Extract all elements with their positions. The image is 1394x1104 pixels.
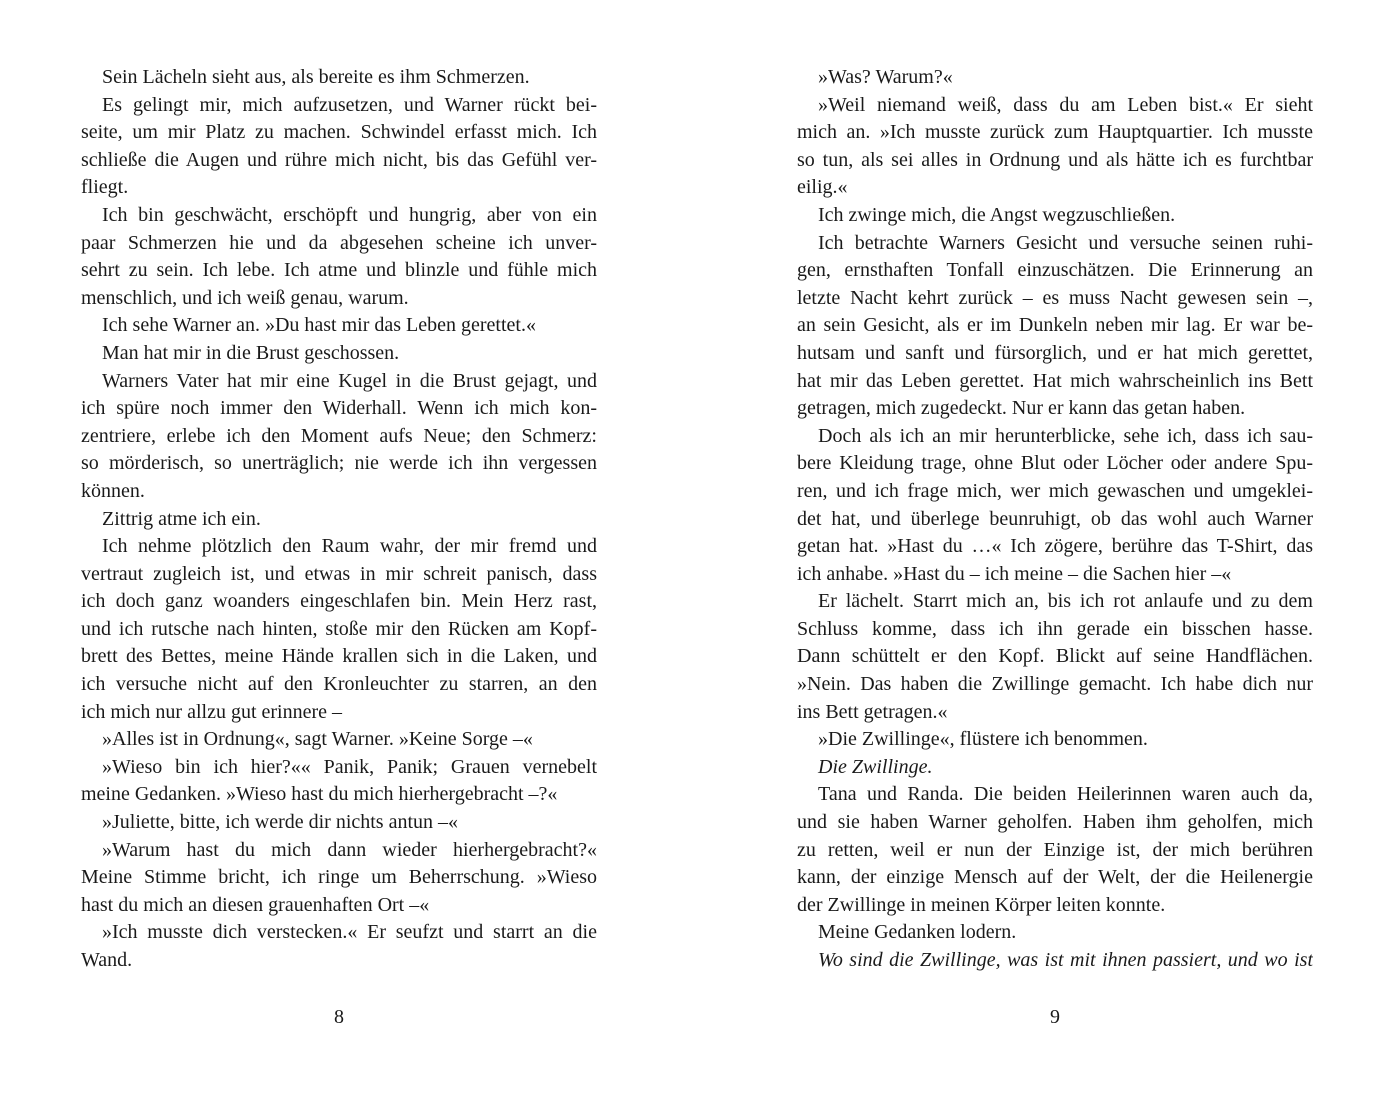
text-line: »Juliette, bitte, ich werde dir nichts antun –« [102, 811, 459, 834]
text-line: »Wieso bin ich hier?«« Panik, Panik; Grauen vernebelt [102, 755, 597, 778]
text-line: Meine Gedanken lodern. [818, 921, 1017, 944]
right-page-text [797, 64, 1313, 975]
text-line: Doch als ich an mir herunterblicke, sehe ich, dass ich sau- [818, 424, 1313, 447]
text-line: ich mich nur allzu gut erinnere – [81, 700, 343, 723]
text-line: sehrt zu sein. Ich lebe. Ich atme und blinzle und fühle mich [81, 259, 597, 282]
text-line: schließe die Augen und rühre mich nicht, bis das Gefühl ver- [81, 148, 597, 171]
text-line: zentriere, erlebe ich den Moment aufs Neue; den Schmerz: [81, 424, 597, 447]
text-line: getan hat. »Hast du …« Ich zögere, berühre das T-Shirt, das [797, 535, 1313, 558]
text-line: »Alles ist in Ordnung«, sagt Warner. »Keine Sorge –« [102, 728, 533, 751]
text-line: Wand. [81, 949, 133, 971]
text-line: mich an. »Ich musste zurück zum Hauptquartier. Ich musste [797, 121, 1313, 144]
text-line: hutsam und sanft und fürsorglich, und er hat mich gerettet, [797, 341, 1313, 364]
text-line: getragen, mich zugedeckt. Nur er kann das getan haben. [797, 397, 1246, 420]
left-page-text [81, 64, 597, 975]
text-line: und sie haben Warner geholfen. Haben ihm geholfen, mich [797, 811, 1313, 834]
text-line: meine Gedanken. »Wieso hast du mich hierhergebracht –?« [81, 783, 558, 806]
text-line: hast du mich an diesen grauenhaften Ort –« [81, 893, 430, 916]
text-line: der Zwillinge in meinen Körper leiten konnte. [797, 893, 1166, 916]
text-line: gen, ernsthaften Tonfall einzuschätzen. Die Erinnerung an [797, 259, 1313, 282]
text-line: ich versuche nicht auf den Kronleuchter zu starren, an den [81, 673, 597, 696]
text-line: Tana und Randa. Die beiden Heilerinnen waren auch da, [818, 783, 1313, 806]
text-line: menschlich, und ich weiß genau, warum. [81, 286, 409, 309]
text-line: det hat, und überlege beunruhigt, ob das wohl auch Warner [797, 507, 1313, 530]
text-line: Zittrig atme ich ein. [102, 507, 261, 530]
text-line: ich anhabe. »Hast du – ich meine – die Sachen hier –« [797, 562, 1232, 585]
text-line: Man hat mir in die Brust geschossen. [102, 341, 400, 364]
text-line: letzte Nacht kehrt zurück – es muss Nacht gewesen sein –, [797, 286, 1313, 309]
text-line: vertraut zugleich ist, und etwas in mir schreit panisch, dass [81, 562, 597, 585]
text-line: »Die Zwillinge«, flüstere ich benommen. [818, 728, 1148, 751]
text-line: bere Kleidung trage, ohne Blut oder Löcher oder andere Spu- [797, 452, 1313, 475]
text-line: »Warum hast du mich dann wieder hierhergebracht?« [102, 838, 597, 861]
text-line: Sein Lächeln sieht aus, als bereite es ihm Schmerzen. [102, 66, 530, 88]
text-line: Wo sind die Zwillinge, was ist mit ihnen passiert, und wo ist [818, 949, 1313, 971]
text-line: hat mir das Leben gerettet. Hat mich wahrscheinlich ins Bett [797, 369, 1313, 392]
text-line: so tun, als sei alles in Ordnung und als hätte ich es furchtbar [797, 148, 1313, 171]
text-line: Es gelingt mir, mich aufzusetzen, und Warner rückt bei- [102, 93, 597, 116]
text-line: so mörderisch, so unerträglich; nie werde ich ihn vergessen [81, 452, 597, 475]
text-line: zu retten, weil er nun der Einzige ist, der mich berühren [797, 838, 1313, 861]
page-number-left: 8 [334, 1006, 344, 1028]
text-line: fliegt. [81, 176, 129, 199]
text-line: Die Zwillinge. [818, 755, 933, 778]
text-line: kann, der einzige Mensch auf der Welt, der die Heilenergie [797, 866, 1313, 889]
text-line: eilig.« [797, 176, 848, 199]
text-line: Ich zwinge mich, die Angst wegzuschließen. [818, 203, 1176, 226]
text-line: können. [81, 479, 145, 502]
text-line: Warners Vater hat mir eine Kugel in die Brust gejagt, und [102, 369, 597, 392]
text-line: »Ich musste dich verstecken.« Er seufzt und starrt an die [102, 921, 597, 944]
text-line: ren, und ich frage mich, wer mich gewaschen und umgeklei- [797, 479, 1313, 502]
text-line: ins Bett getragen.« [797, 700, 948, 723]
page-number-right: 9 [1050, 1006, 1060, 1028]
text-line: Ich betrachte Warners Gesicht und versuche seinen ruhi- [818, 231, 1313, 254]
text-line: ich doch ganz woanders eingeschlafen bin. Mein Herz rast, [81, 590, 597, 613]
text-line: paar Schmerzen hie und da abgesehen scheine ich unver- [81, 231, 597, 254]
text-line: Ich nehme plötzlich den Raum wahr, der mir fremd und [102, 535, 597, 558]
text-line: Dann schüttelt er den Kopf. Blickt auf seine Handflächen. [797, 645, 1313, 668]
text-line: an sein Gesicht, als er im Dunkeln neben mir lag. Er war be- [797, 314, 1313, 337]
text-line: »Weil niemand weiß, dass du am Leben bist.« Er sieht [818, 93, 1313, 116]
text-line: seite, um mir Platz zu machen. Schwindel erfasst mich. Ich [81, 121, 597, 144]
text-line: Ich bin geschwächt, erschöpft und hungrig, aber von ein [102, 203, 597, 226]
text-line: brett des Bettes, meine Hände krallen sich in die Laken, und [81, 645, 597, 668]
text-line: ich spüre noch immer den Widerhall. Wenn ich mich kon- [81, 397, 597, 420]
text-line: »Nein. Das haben die Zwillinge gemacht. Ich habe dich nur [797, 673, 1313, 696]
text-line: und ich rutsche nach hinten, stoße mir den Rücken am Kopf- [81, 617, 597, 640]
text-line: Er lächelt. Starrt mich an, bis ich rot anlaufe und zu dem [818, 590, 1313, 613]
text-line: »Was? Warum?« [818, 66, 953, 88]
text-line: Meine Stimme bricht, ich ringe um Beherrschung. »Wieso [81, 866, 597, 889]
text-line: Schluss komme, dass ich ihn gerade ein bisschen hasse. [797, 617, 1313, 640]
text-line: Ich sehe Warner an. »Du hast mir das Leben gerettet.« [102, 314, 536, 337]
